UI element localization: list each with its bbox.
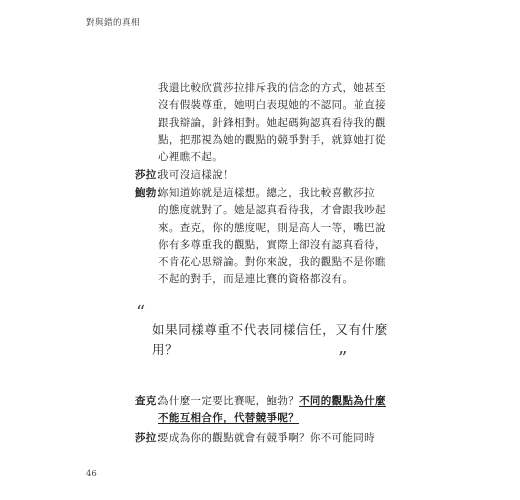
dialogue-sarah-1 [158, 167, 394, 184]
text-line: 不肯花心思辯論。對你來說，我的觀點不是你瞧 [158, 256, 386, 269]
text-line: 你有多尊重我的觀點，實際上卻沒有認真看待， [158, 238, 386, 251]
close-quote-mark: ” [338, 348, 348, 369]
dialogue-bob [158, 185, 394, 289]
paragraph-bob-continued [158, 80, 394, 166]
speaker-bob: 鮑勃： [135, 187, 168, 199]
dialogue-sarah-2 [158, 430, 394, 447]
text-line: 心裡瞧不起。 [158, 151, 224, 164]
underlined-text: 不同的觀點為什麼 [299, 395, 386, 407]
text-line: 沒有假裝尊重，她明白表現她的不認同。並直接 [158, 99, 386, 112]
text-line [158, 410, 394, 427]
text-line: 妳知道妳就是這樣想。總之，我比較喜歡莎拉 [158, 187, 375, 199]
text-line: 來。查克，你的態度呢，則是高人一等，嘴巴說 [158, 221, 386, 234]
text-line: 的態度就對了。她是認真看待我，才會跟我吵起 [158, 204, 386, 217]
speaker-sarah: 莎拉： [135, 169, 168, 181]
open-quote-mark: “ [136, 302, 146, 323]
dialogue-chuck [158, 393, 394, 428]
running-header: 對與錯的真相 [86, 18, 141, 28]
pull-quote [152, 320, 388, 360]
text-line: 我可沒這樣說！ [158, 169, 234, 181]
text-line: 我還比較欣賞莎拉排斥我的信念的方式，她甚至 [158, 82, 386, 94]
text-line [158, 393, 394, 410]
page-number: 46 [86, 469, 97, 479]
speaker-chuck: 查克： [135, 395, 168, 407]
text-line: 點，把那視為她的觀點的競爭對手，就算她打從 [158, 133, 386, 146]
text-line: 跟我辯論，針鋒相對。她起碼夠認真看待我的觀 [158, 116, 386, 129]
text-line: 要成為你的觀點就會有競爭啊？你不可能同時 [158, 432, 375, 444]
text-segment: 為什麼一定要比賽呢，鮑勃？ [158, 395, 300, 407]
pull-quote-line: 如果同樣尊重不代表同樣信任，又有什麼 [152, 322, 388, 337]
speaker-sarah: 莎拉： [135, 432, 168, 444]
pull-quote-line: 用？ [152, 342, 179, 357]
text-line: 不起的對手，而是連比賽的資格都沒有。 [158, 273, 354, 286]
underlined-text: 不能互相合作，代替競爭呢？ [158, 412, 300, 425]
